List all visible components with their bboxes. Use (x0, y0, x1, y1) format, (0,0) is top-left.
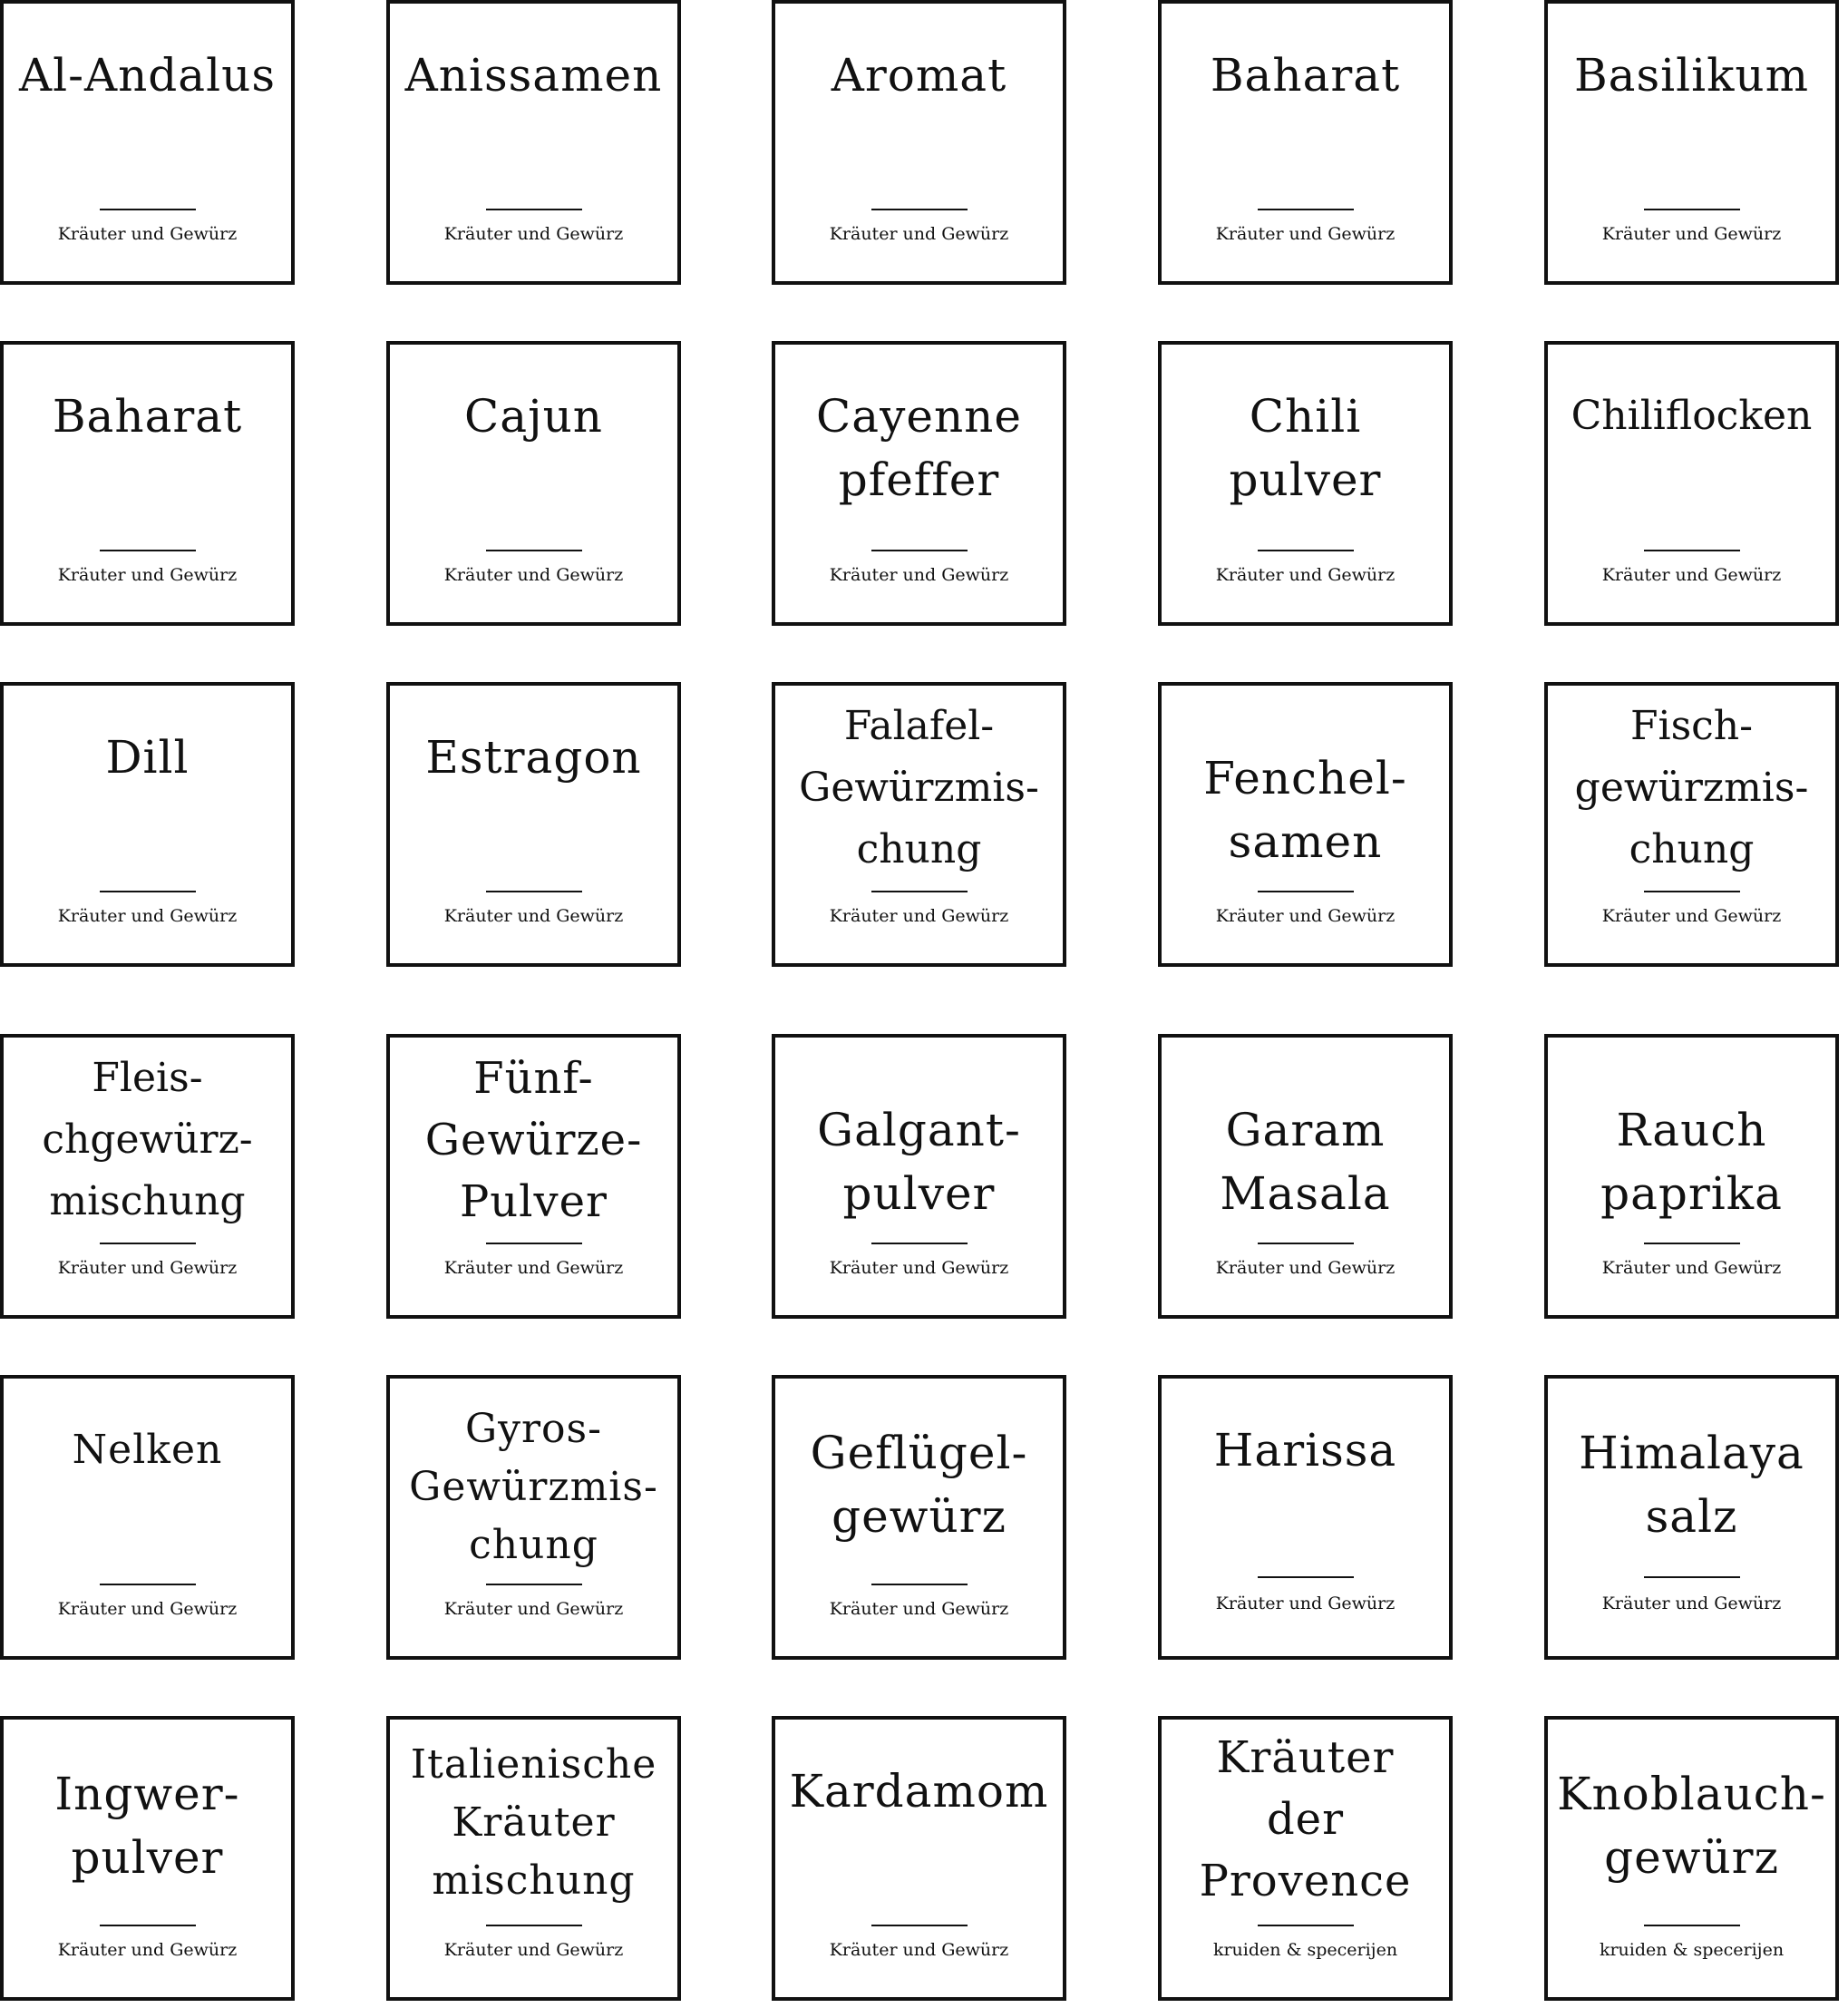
label-subtitle: Kräuter und Gewürz (57, 565, 238, 585)
label-divider (871, 1584, 968, 1585)
spice-label-21 (0, 1375, 295, 1660)
label-subtitle: Kräuter und Gewürz (57, 906, 238, 926)
label-divider (1258, 891, 1354, 892)
spice-label-18 (772, 1034, 1066, 1319)
spice-label-28 (772, 1716, 1066, 2001)
spice-label-17 (386, 1034, 681, 1319)
label-subtitle: Kräuter und Gewürz (829, 224, 1009, 244)
spice-label-5 (1544, 0, 1839, 285)
label-title: Kardamom (789, 1765, 1049, 1818)
spice-label-4 (1158, 0, 1453, 285)
label-title: Gyros- Gewürzmis- chung (409, 1406, 658, 1568)
spice-label-10 (1544, 341, 1839, 626)
label-title: Rauch paprika (1600, 1104, 1783, 1220)
label-divider (486, 891, 582, 892)
label-subtitle: Kräuter und Gewürz (57, 1599, 238, 1619)
label-divider (1258, 1243, 1354, 1244)
label-subtitle: Kräuter und Gewürz (1215, 1594, 1396, 1613)
spice-label-9 (1158, 341, 1453, 626)
label-title: Garam Masala (1220, 1104, 1391, 1220)
label-divider (100, 1925, 196, 1926)
label-subtitle: Kräuter und Gewürz (1215, 1258, 1396, 1278)
label-subtitle: Kräuter und Gewürz (1601, 906, 1782, 926)
label-subtitle: Kräuter und Gewürz (443, 1599, 624, 1619)
spice-label-7 (386, 341, 681, 626)
label-subtitle: Kräuter und Gewürz (1215, 565, 1396, 585)
label-title: Kräuter der Provence (1199, 1732, 1412, 1906)
label-divider (1644, 1243, 1740, 1244)
label-title: Nelken (72, 1427, 223, 1473)
label-divider (1258, 1925, 1354, 1926)
label-subtitle: Kräuter und Gewürz (1601, 1594, 1782, 1613)
label-divider (486, 209, 582, 210)
label-title: Chili pulver (1229, 390, 1382, 506)
spice-label-22 (386, 1375, 681, 1660)
label-title: Aromat (831, 49, 1007, 102)
label-divider (1258, 550, 1354, 551)
label-subtitle: Kräuter und Gewürz (443, 224, 624, 244)
label-divider (486, 550, 582, 551)
spice-label-11 (0, 682, 295, 967)
label-divider (871, 550, 968, 551)
label-title: Knoblauch- gewürz (1557, 1768, 1826, 1884)
label-divider (871, 209, 968, 210)
label-subtitle: Kräuter und Gewürz (1601, 565, 1782, 585)
label-title: Ingwer- pulver (54, 1768, 240, 1884)
label-divider (100, 1243, 196, 1244)
spice-label-16 (0, 1034, 295, 1319)
label-divider (1258, 1576, 1354, 1578)
label-divider (486, 1925, 582, 1926)
label-title: Falafel- Gewürzmis- chung (799, 703, 1039, 872)
spice-label-2 (386, 0, 681, 285)
label-divider (871, 1243, 968, 1244)
label-divider (100, 209, 196, 210)
label-title: Dill (105, 731, 190, 784)
spice-label-29 (1158, 1716, 1453, 2001)
spice-label-24 (1158, 1375, 1453, 1660)
label-divider (1644, 209, 1740, 210)
spice-label-14 (1158, 682, 1453, 967)
spice-label-23 (772, 1375, 1066, 1660)
spice-label-27 (386, 1716, 681, 2001)
label-title: Fenchel- samen (1203, 752, 1407, 868)
spice-label-12 (386, 682, 681, 967)
spice-label-1 (0, 0, 295, 285)
label-subtitle: Kräuter und Gewürz (829, 906, 1009, 926)
label-subtitle: Kräuter und Gewürz (57, 1940, 238, 1960)
label-divider (871, 891, 968, 892)
label-divider (486, 1243, 582, 1244)
label-divider (100, 891, 196, 892)
label-title: Cajun (464, 390, 603, 443)
spice-label-15 (1544, 682, 1839, 967)
label-title: Cayenne pfeffer (816, 390, 1022, 506)
label-title: Geflügel- gewürz (810, 1427, 1028, 1543)
label-title: Anissamen (404, 49, 663, 102)
spice-label-13 (772, 682, 1066, 967)
label-subtitle: kruiden & specerijen (1599, 1940, 1785, 1960)
label-divider (1258, 209, 1354, 210)
spice-label-30 (1544, 1716, 1839, 2001)
label-subtitle: Kräuter und Gewürz (829, 565, 1009, 585)
label-title: Harissa (1213, 1424, 1397, 1477)
spice-label-25 (1544, 1375, 1839, 1660)
label-subtitle: Kräuter und Gewürz (1601, 224, 1782, 244)
label-title: Estragon (425, 731, 642, 784)
label-title: Fünf- Gewürze- Pulver (424, 1053, 643, 1227)
label-subtitle: Kräuter und Gewürz (443, 906, 624, 926)
label-subtitle: Kräuter und Gewürz (829, 1599, 1009, 1619)
label-title: Fleis- chgewürz- mischung (42, 1055, 253, 1224)
label-title: Fisch- gewürzmis- chung (1574, 703, 1809, 872)
label-divider (486, 1584, 582, 1585)
label-subtitle: Kräuter und Gewürz (1215, 906, 1396, 926)
label-subtitle: Kräuter und Gewürz (57, 224, 238, 244)
label-subtitle: Kräuter und Gewürz (1601, 1258, 1782, 1278)
label-title: Basilikum (1573, 49, 1810, 102)
spice-label-8 (772, 341, 1066, 626)
label-subtitle: Kräuter und Gewürz (1215, 224, 1396, 244)
spice-label-26 (0, 1716, 295, 2001)
spice-label-20 (1544, 1034, 1839, 1319)
label-title: Italienische Kräuter mischung (410, 1741, 657, 1904)
label-divider (100, 550, 196, 551)
label-title: Al-Andalus (19, 49, 276, 102)
label-subtitle: Kräuter und Gewürz (829, 1940, 1009, 1960)
label-divider (1644, 1925, 1740, 1926)
label-subtitle: Kräuter und Gewürz (443, 1258, 624, 1278)
label-divider (100, 1584, 196, 1585)
label-subtitle: kruiden & specerijen (1212, 1940, 1398, 1960)
label-subtitle: Kräuter und Gewürz (829, 1258, 1009, 1278)
label-title: Himalaya salz (1579, 1427, 1804, 1543)
spice-label-19 (1158, 1034, 1453, 1319)
label-subtitle: Kräuter und Gewürz (443, 1940, 624, 1960)
label-divider (1644, 1576, 1740, 1578)
spice-label-3 (772, 0, 1066, 285)
label-divider (871, 1925, 968, 1926)
label-title: Chiliflocken (1571, 393, 1813, 439)
spice-label-6 (0, 341, 295, 626)
label-divider (1644, 550, 1740, 551)
label-title: Baharat (52, 390, 243, 443)
label-subtitle: Kräuter und Gewürz (57, 1258, 238, 1278)
label-title: Baharat (1210, 49, 1401, 102)
label-divider (1644, 891, 1740, 892)
label-title: Galgant- pulver (817, 1104, 1021, 1220)
label-subtitle: Kräuter und Gewürz (443, 565, 624, 585)
